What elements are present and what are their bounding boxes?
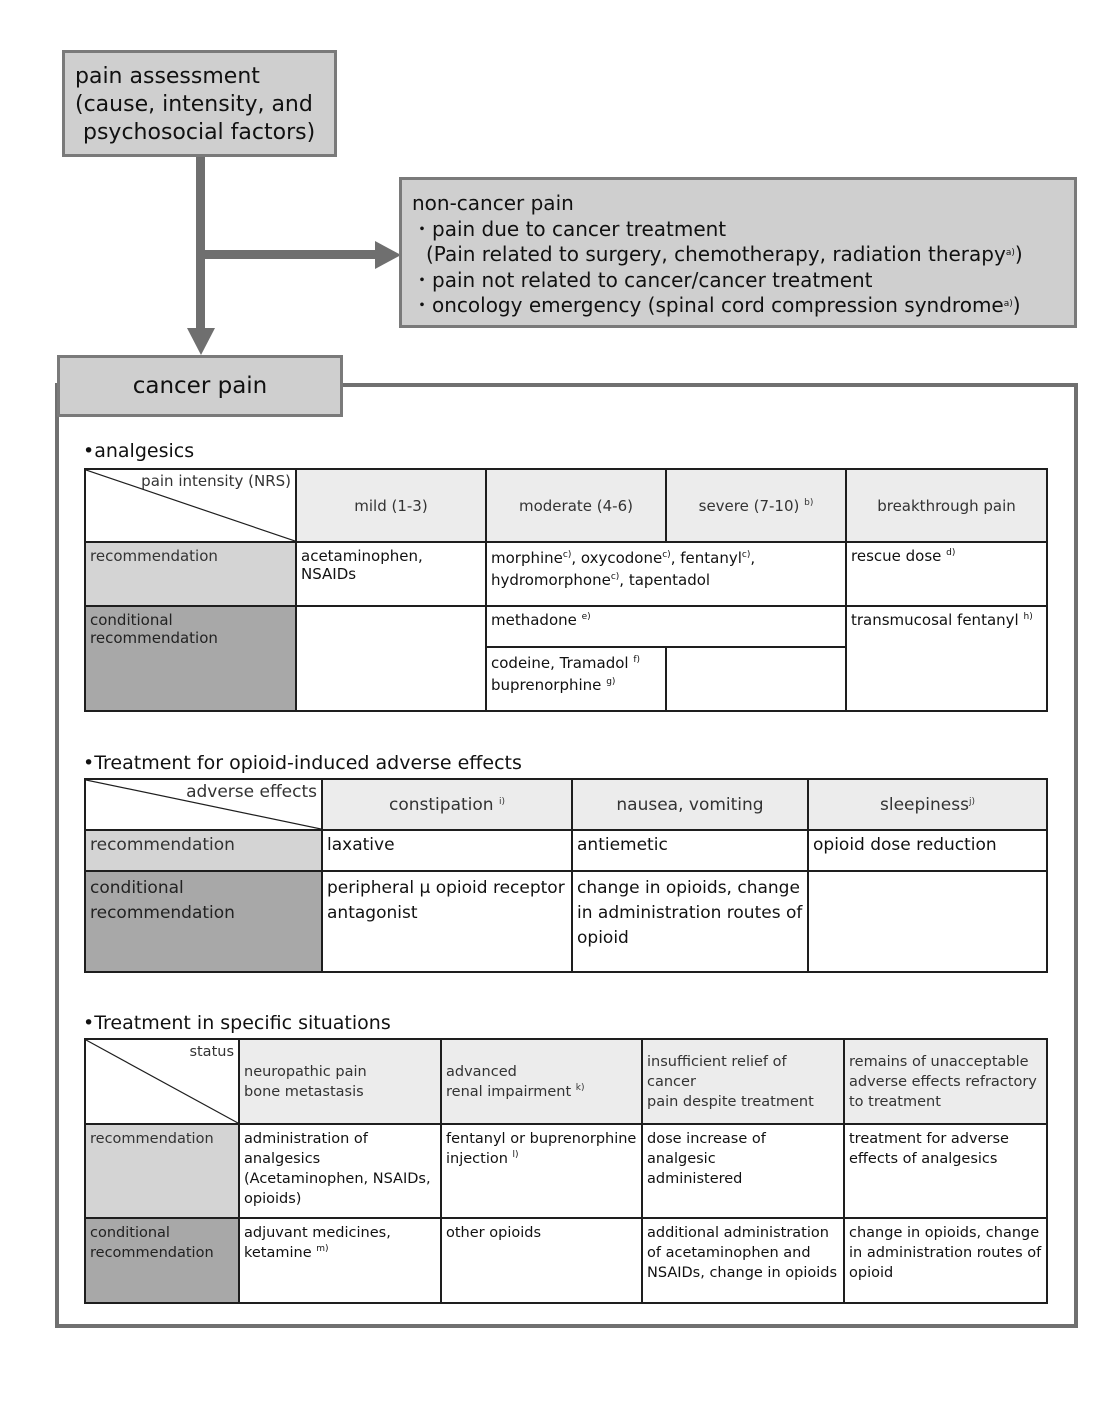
analgesics-corner-cell [85,469,296,542]
header-moderate: moderate (4-6) [486,469,666,542]
adverse-title: •Treatment for opioid-induced adverse effects [83,752,522,774]
non-cancer-item-1-detail: (Pain related to surgery, chemotherapy, radiation therapy$^{a)}$) [426,242,1023,266]
footnote-a-1: a) [1005,248,1015,258]
header-constipation [322,779,572,830]
footnote-m: m) [316,1244,329,1254]
pain-assessment-line-1: pain assessment [75,64,260,89]
down-arrowhead [187,328,215,355]
adverse-conditional-label: conditional recommendation [85,871,322,972]
specific-situations-table [84,1038,1048,1304]
analgesics-corner-label: pain intensity (NRS) [141,472,291,490]
header-renal [441,1039,642,1124]
right-arrowhead [375,241,401,269]
rec-mild: acetaminophen, NSAIDs [296,542,486,606]
adverse-effects-table [84,778,1048,973]
rec-breakthrough [846,542,1047,606]
buprenorphine: buprenorphine [491,676,602,694]
cond-severe-empty [666,647,846,711]
analgesics-title: •analgesics [83,440,195,462]
rec-insufficient-relief: dose increase of analgesic administered [642,1124,844,1218]
footnote-f: f) [633,655,641,665]
rec-unacceptable-effects: treatment for adverse effects of analgesics [844,1124,1047,1218]
non-cancer-title: non-cancer pain [412,191,574,215]
header-sleepiness [808,779,1047,830]
footnote-c-2: c) [662,550,671,560]
cond-constipation: peripheral μ opioid receptor antagonist [322,871,572,972]
header-neuropathic: neuropathic pain bone metastasis [239,1039,441,1124]
adverse-corner-label: adverse effects [186,782,317,802]
specific-title: •Treatment in specific situations [83,1012,391,1034]
rec-renal-text: fentanyl or buprenorphine injection [446,1131,637,1167]
pain-assessment-line-2: (cause, intensity, and [75,92,313,117]
cond-mild-empty [296,606,486,711]
footnote-e: e) [581,612,591,622]
cond-breakthrough [846,606,1047,711]
footnote-i: i) [498,796,505,807]
tapentadol: , tapentadol [619,571,711,589]
header-severe [666,469,846,542]
non-cancer-item-1-detail-text: (Pain related to surgery, chemotherapy, radiation therapy [426,242,1006,266]
header-constipation-text: constipation [389,794,494,815]
non-cancer-pain-box [399,177,1077,328]
cond-renal: other opioids [441,1218,642,1303]
rescue-dose: rescue dose [851,547,942,565]
rec-constipation: laxative [322,830,572,871]
rec-nausea: antiemetic [572,830,808,871]
morphine: morphine [491,549,563,567]
cond-neuropathic-text: adjuvant medicines, ketamine [244,1225,391,1261]
cancer-pain-frame-top [341,383,1078,387]
vertical-connector [196,157,205,330]
cancer-pain-label: cancer pain [132,373,268,399]
cancer-pain-label-box [57,355,343,417]
footnote-l: l) [512,1150,519,1160]
footnote-c-4: c) [610,572,620,582]
codeine-tramadol: codeine, Tramadol [491,654,629,672]
footnote-c-3: c) [741,550,751,560]
non-cancer-item-1: ・pain due to cancer treatment [412,216,727,241]
analgesics-conditional-label: conditional recommendation [85,606,296,711]
header-mild: mild (1-3) [296,469,486,542]
header-unacceptable-effects: remains of unacceptable adverse effects refractory to treatment [844,1039,1047,1124]
header-renal-text: advanced renal impairment [446,1063,572,1100]
analgesics-recommendation-label: recommendation [85,542,296,606]
cond-methadone [486,606,846,647]
hydromorphone: hydromorphone [491,571,611,589]
rec-moderate-severe: morphine$^{c)}$, oxycodone$^{c)}$, fentanyl$^{c)}$, hydromorphone$^{c)}$, tapentadol [486,542,846,606]
cond-insufficient-relief: additional administration of acetaminophen and NSAIDs, change in opioids [642,1218,844,1303]
header-sleepiness-text: sleepiness [880,794,969,815]
header-nausea: nausea, vomiting [572,779,808,830]
transmucosal-fentanyl: transmucosal fentanyl [851,611,1019,629]
header-insufficient-relief: insufficient relief of cancer pain despite treatment [642,1039,844,1124]
horizontal-connector [200,250,378,259]
header-severe-text: severe (7-10) [698,496,800,515]
pain-assessment-box [62,50,337,157]
non-cancer-item-3-text: ・oncology emergency (spinal cord compression syndrome [412,293,1004,317]
footnote-d: d) [946,548,956,558]
footnote-g: g) [606,677,616,687]
adverse-recommendation-label: recommendation [85,830,322,871]
footnote-b: b) [804,497,814,508]
footnote-c-1: c) [562,550,572,560]
specific-corner-cell [85,1039,239,1124]
cond-nausea: change in opioids, change in administration routes of opioid [572,871,808,972]
fentanyl: , fentanyl [670,549,742,567]
cond-sleepiness-empty [808,871,1047,972]
cond-codeine [486,647,666,711]
header-breakthrough: breakthrough pain [846,469,1047,542]
footnote-k: k) [575,1082,585,1093]
non-cancer-item-3: ・oncology emergency (spinal cord compression syndrome$^{a)}$) [412,293,1021,317]
rec-neuropathic: administration of analgesics (Acetaminophen, NSAIDs, opioids) [239,1124,441,1218]
methadone: methadone [491,611,577,629]
rec-renal [441,1124,642,1218]
footnote-a-2: a) [1003,299,1013,309]
analgesics-table [84,468,1048,712]
cond-unacceptable-effects: change in opioids, change in administration routes of opioid [844,1218,1047,1303]
cond-neuropathic [239,1218,441,1303]
specific-recommendation-label: recommendation [85,1124,239,1218]
adverse-corner-cell [85,779,322,830]
footnote-h: h) [1023,612,1033,622]
specific-conditional-label: conditional recommendation [85,1218,239,1303]
footnote-j: j) [968,796,975,807]
specific-corner-label: status [189,1044,234,1060]
rec-sleepiness: opioid dose reduction [808,830,1047,871]
non-cancer-item-2: ・pain not related to cancer/cancer treatment [412,267,873,292]
oxycodone: , oxycodone [571,549,663,567]
pain-assessment-line-3: psychosocial factors) [83,120,316,145]
